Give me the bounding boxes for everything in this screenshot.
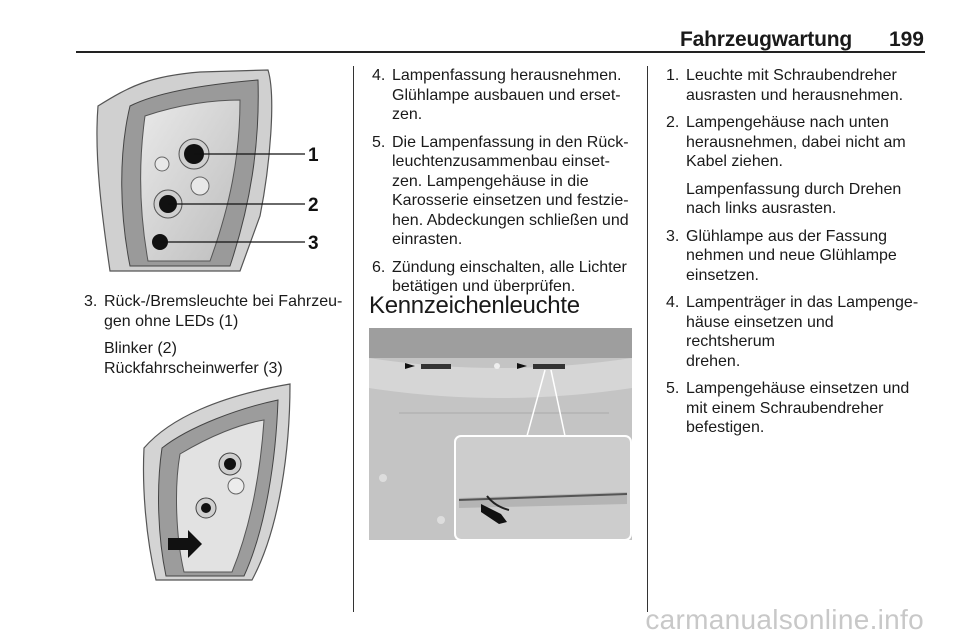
step-number: 5. [372,133,386,151]
step-text-line: Lampenträger in das Lampenge- [686,294,919,311]
step-number: 5. [666,380,680,397]
step-text-line: Kabel ziehen. [686,153,783,170]
callout-1: 1 [308,145,319,166]
column-divider-right [647,66,648,612]
step-text-line: nach links ausrasten. [686,200,837,217]
step-text-line: Glühlampe aus der Fassung [686,227,887,245]
step-text-line: einrasten. [392,231,463,248]
step-number: 4. [666,294,680,311]
step-text-line: zen. [392,106,423,123]
page-number: 199 [888,28,924,51]
step-item [368,258,638,297]
left-column [80,292,350,386]
tail-light-removal-figure [140,378,300,586]
step-text-line: Die Lampenfassung in den Rück- [392,133,629,151]
sub-paragraph [662,180,927,219]
step-item [662,293,927,371]
callout-2: 2 [308,195,319,216]
right-column [662,66,927,446]
step-text-line: Glühlampe ausbauen und erset- [392,86,621,104]
step-text-line: nehmen und neue Glühlampe [686,247,897,264]
callout-3: 3 [308,233,319,254]
license-plate-light-figure [369,328,632,540]
step-text-line: befestigen. [686,419,765,436]
step-item [662,66,927,105]
step-number: 3. [666,227,680,245]
watermark: carmanualsonline.info [645,604,924,635]
step-text-line: gen ohne LEDs (1) [104,312,239,330]
step-text-line: Lampenfassung herausnehmen. [392,67,622,84]
sub-item-blinker: Blinker (2) [104,340,177,357]
step-item [662,227,927,286]
step-text-line: mit einem Schraubendreher [686,399,884,417]
step-3-left [80,292,350,331]
section-heading: Kennzeichenleuchte [369,292,580,319]
column-divider-left [353,66,354,612]
step-text-line: einsetzen. [686,266,759,284]
step-text-line: Lampenfassung durch Drehen [686,180,902,198]
page-title: Fahrzeugwartung [679,28,852,51]
step-text-line: hen. Abdeckungen schließen und [392,211,629,229]
step-number: 4. [372,67,386,84]
step-text-line: häuse einsetzen und rechtsherum [686,313,834,350]
step-number: 1. [666,67,680,84]
step-item [662,113,927,172]
step-text-line: Leuchte mit Schraubendreher [686,67,897,84]
step-text-line: leuchtenzusammenbau einset- [392,153,610,170]
step-text-line: betätigen und überprüfen. [392,278,576,295]
step-text-line: drehen. [686,352,741,370]
step-item [368,133,638,250]
tail-light-figure [90,66,340,276]
step-text-line: Lampengehäuse einsetzen und [686,380,910,397]
step-text-line: Lampengehäuse nach unten [686,114,889,131]
step-text-line: Rück-/Bremsleuchte bei Fahrzeu- [104,293,343,310]
step-text-line: Zündung einschalten, alle Lichter [392,258,627,276]
step-text-line: herausnehmen, dabei nicht am [686,133,906,151]
step-text-line: ausrasten und herausnehmen. [686,86,904,104]
header-rule [76,51,925,53]
step-item [368,66,638,125]
step-text-line: Karosserie einsetzen und festzie- [392,192,629,209]
step-number: 2. [666,114,680,131]
sub-item-reverse-light: Rückfahrscheinwerfer (3) [104,359,283,377]
middle-column [368,66,638,305]
step-item [662,379,927,438]
step-number: 6. [372,258,386,276]
step-text-line: zen. Lampengehäuse in die [392,172,589,190]
step-number: 3. [84,293,98,310]
